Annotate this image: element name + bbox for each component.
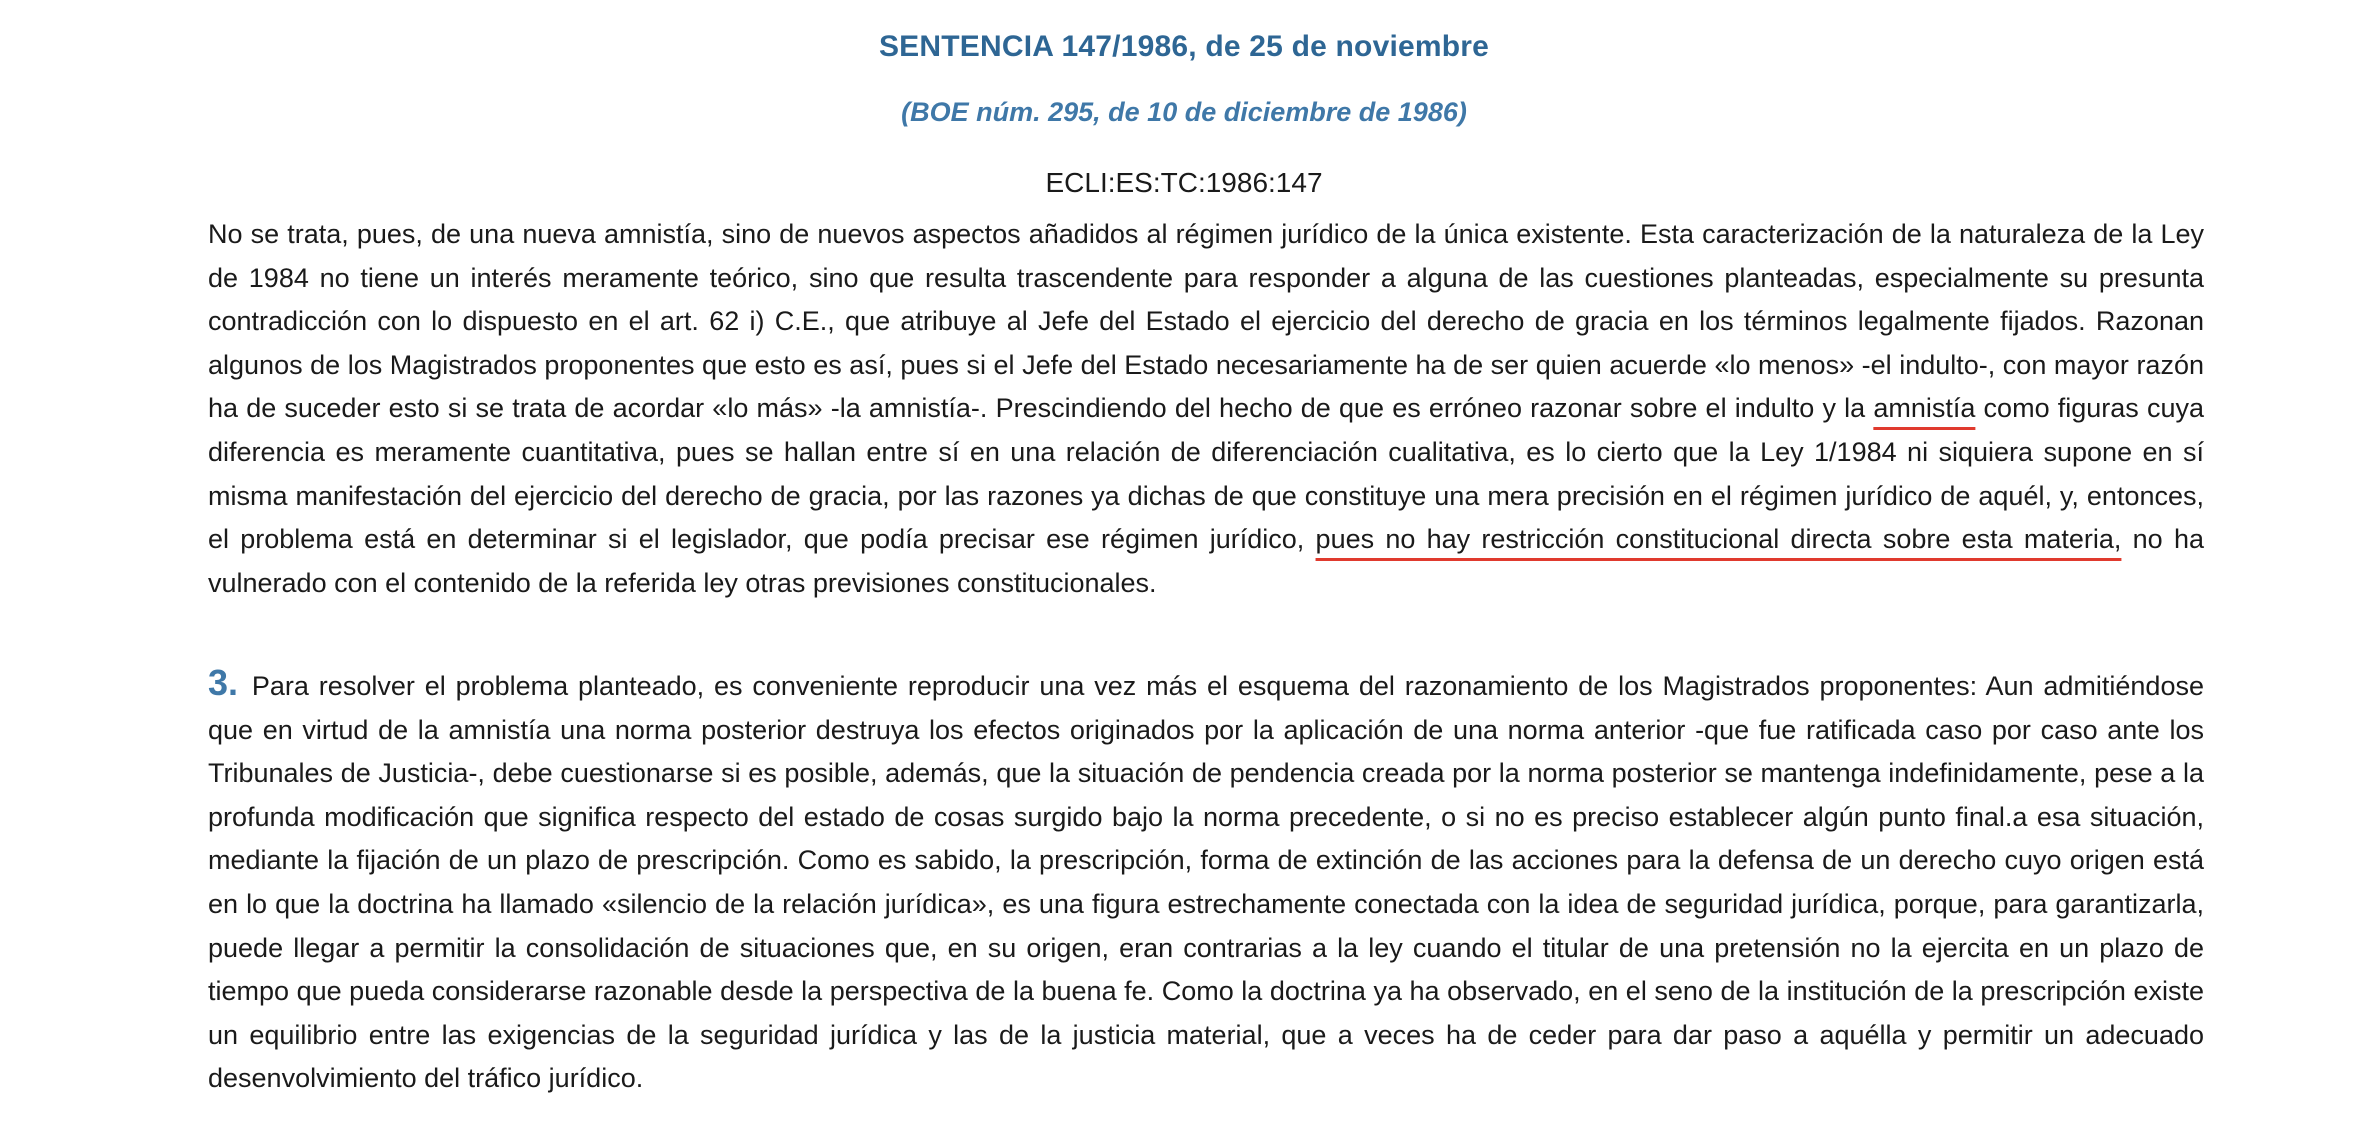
paragraph-3	[208, 661, 2204, 1101]
paragraph-previous	[208, 213, 2204, 605]
highlight-amnistia: amnistía	[1873, 393, 1976, 424]
paragraph-text: Para resolver el problema planteado, es conveniente reproducir una vez más el esquema del razonamiento de los Magistrados proponentes: Aun admitiéndose que en virtud de la amnistía una norma posterior destruya los efectos originados por la aplicación de una norma anterior -que fue ratificada caso por caso ante los Tribunales de Justicia-, debe cuestionarse si es posible, además, que la situación de pendencia creada por la norma posterior se mantenga indefinidamente, pese a la profunda modificación que significa respecto del estado de cosas surgido bajo la norma precedente, o si no es preciso establecer algún punto final.a esa situación, mediante la fijación de un plazo de prescripción. Como es sabido, la prescripción, forma de extinción de las acciones para la defensa de un derecho cuyo origen está en lo que la doctrina ha llamado «silencio de la relación jurídica», es una figura estrechamente conectada con la idea de seguridad jurídica, porque, para garantizarla, puede llegar a permitir la consolidación de situaciones que, en su origen, eran contrarias a la ley cuando el titular de una pretensión no la ejercita en un plazo de tiempo que pueda considerarse razonable desde la perspectiva de la buena fe. Como la doctrina ya ha observado, en el seno de la institución de la prescripción existe un equilibrio entre las exigencias de la seguridad jurídica y las de la justicia material, que a veces ha de ceder para dar paso a aquélla y permitir un adecuado desenvolvimiento del tráfico jurídico.	[208, 671, 2204, 1094]
highlight-restriccion-constitucional: pues no hay restricción constitucional directa sobre esta materia,	[1315, 524, 2122, 555]
paragraph-number: 3.	[208, 662, 239, 703]
paragraph-text: no ha vulnerado con el contenido de la referida ley otras previsiones constitucionales.	[208, 524, 2204, 598]
paragraph-text: como figuras cuya diferencia es meramente cuantitativa, pues se hallan entre sí en una relación de diferenciación cualitativa, es lo cierto que la Ley 1/1984 ni siquiera supone en sí misma manifestación del ejercicio del derecho de gracia, por las razones ya dichas de que constituye una mera precisión en el régimen jurídico de aquél, y, entonces, el problema está en determinar si el legislador, que podía precisar ese régimen jurídico,	[208, 393, 2204, 555]
ecli-identifier: ECLI:ES:TC:1986:147	[1045, 167, 1323, 198]
paragraph-text: No se trata, pues, de una nueva amnistía, sino de nuevos aspectos añadidos al régimen jurídico de la única existente. Esta caracterización de la naturaleza de la Ley de 1984 no tiene un interés meramente teórico, sino que resulta trascendente para responder a alguna de las cuestiones planteadas, especialmente su presunta contradicción con lo dispuesto en el art. 62 i) C.E., que atribuye al Jefe del Estado el ejercicio del derecho de gracia en los términos legalmente fijados. Razonan algunos de los Magistrados proponentes que esto es así, pues si el Jefe del Estado necesariamente ha de ser quien acuerde «lo menos» -el indulto-, con mayor razón ha de suceder esto si se trata de acordar «lo más» -la amnistía-. Prescindiendo del hecho de que es erróneo razonar sobre el indulto y la	[208, 219, 2204, 424]
document-body	[208, 219, 2204, 1128]
page-title: SENTENCIA 147/1986, de 25 de noviembre	[878, 30, 1490, 63]
boe-reference: (BOE núm. 295, de 10 de diciembre de 1986)	[901, 97, 1467, 127]
